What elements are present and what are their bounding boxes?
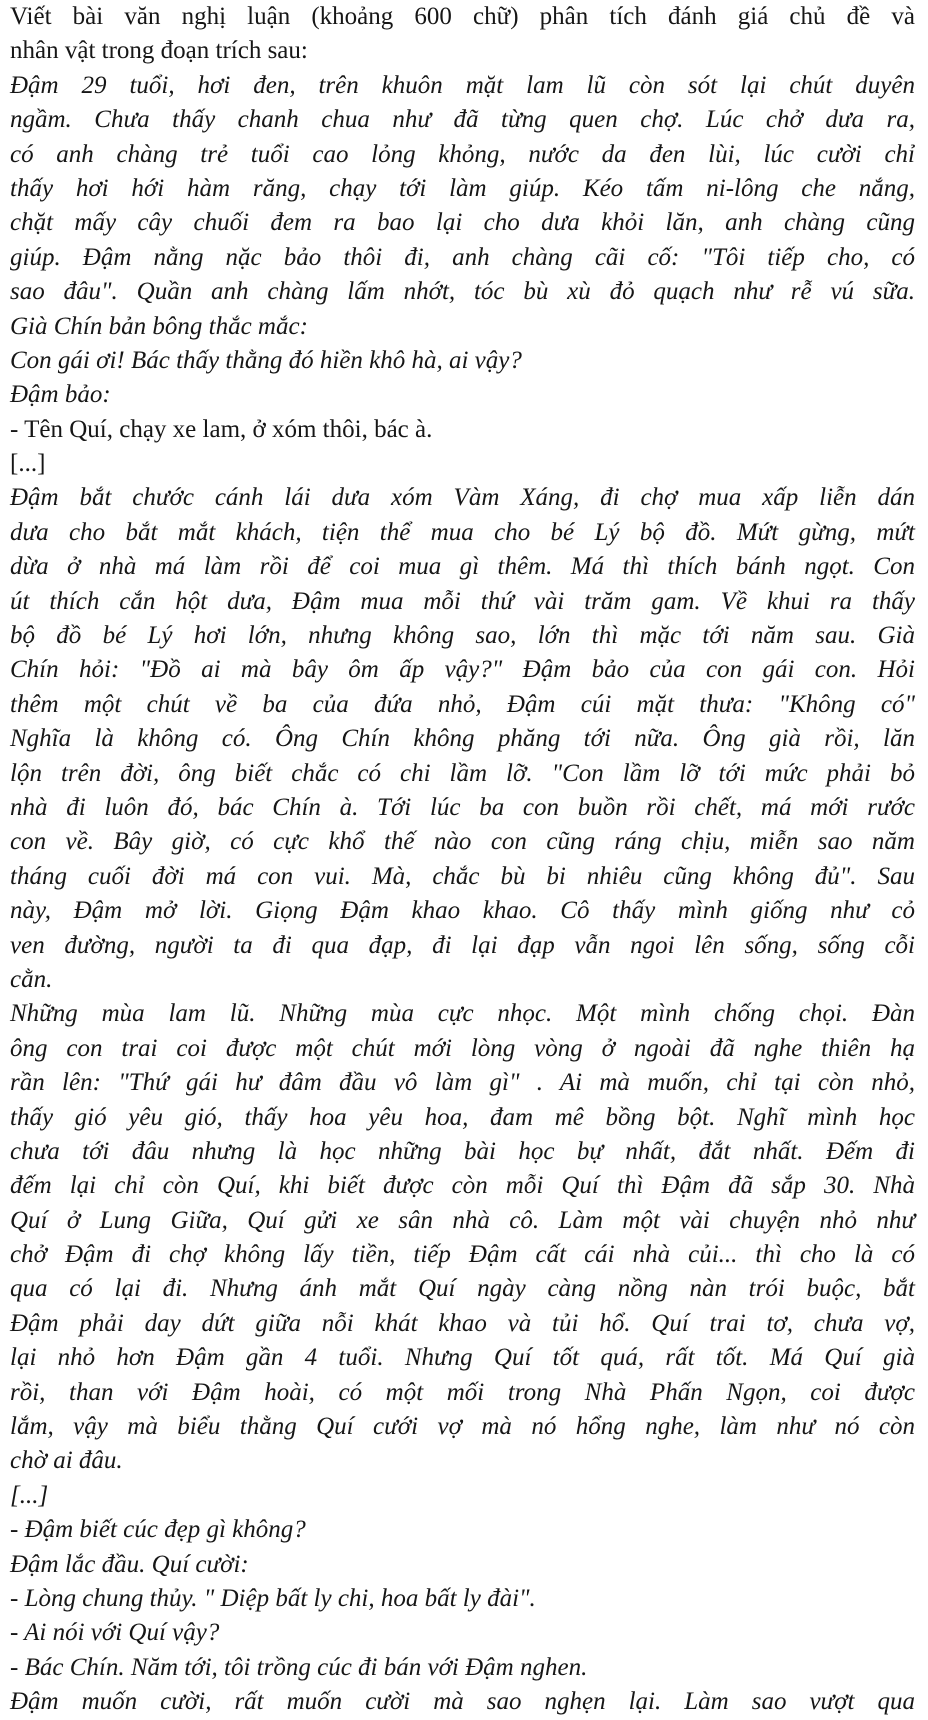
dialogue-line: - Ai nói với Quí vậy? <box>10 1619 220 1647</box>
excerpt-line: đếm lại chỉ còn Quí, khi biết được còn mỗi Quí thì Đậm đã sắp 30. Nhà <box>10 1172 915 1200</box>
dialogue-line: - Đậm biết cúc đẹp gì không? <box>10 1516 306 1544</box>
excerpt-line: sao đâu". Quần anh chàng lấm nhớt, tóc bù xù đỏ quạch như rễ vú sữa. <box>10 278 915 306</box>
excerpt-line: út thích cắn hột dưa, Đậm mua mỗi thứ vài trăm gam. Về khui ra thấy <box>10 587 915 615</box>
excerpt-line: tháng cuối đời má con vui. Mà, chắc bù bi nhiêu cũng không đủ". Sau <box>10 862 915 890</box>
excerpt-line: con về. Bây giờ, có cực khổ thế nào con cũng ráng chịu, miễn sao năm <box>10 828 915 856</box>
excerpt-line: thấy hơi hới hàm răng, chạy tới làm giúp. Kéo tấm ni-lông che nắng, <box>10 174 915 202</box>
excerpt-line: bộ đồ bé Lý hơi lớn, nhưng không sao, lớn thì mặc tới năm sau. Già <box>10 622 915 650</box>
excerpt-line: Đậm 29 tuổi, hơi đen, trên khuôn mặt lam lũ còn sót lại chút duyên <box>10 71 915 99</box>
excerpt-line: Con gái ơi! Bác thấy thằng đó hiền khô hà, ai vậy? <box>10 346 522 374</box>
dialogue-line: Đậm lắc đầu. Quí cười: <box>10 1550 249 1578</box>
dialogue-line: - Bác Chín. Năm tới, tôi trồng cúc đi bán với Đậm nghen. <box>10 1653 588 1681</box>
prompt-line: nhân vật trong đoạn trích sau: <box>10 37 308 65</box>
excerpt-line: giúp. Đậm nằng nặc bảo thôi đi, anh chàng cãi cố: "Tôi tiếp cho, có <box>10 243 915 271</box>
excerpt-line: này, Đậm mở lời. Giọng Đậm khao khao. Cô thấy mình giống như cỏ <box>10 897 915 925</box>
excerpt-line: qua có lại đi. Nhưng ánh mắt Quí ngày càng nồng nàn trói buộc, bắt <box>10 1275 915 1303</box>
ellipsis-marker: [...] <box>10 450 46 478</box>
excerpt-line: Chín hỏi: "Đồ ai mà bây ôm ấp vậy?" Đậm bảo của con gái con. Hỏi <box>10 656 915 684</box>
excerpt-line: dừa ở nhà má làm rồi để coi mua gì thêm. Má thì thích bánh ngọt. Con <box>10 553 915 581</box>
excerpt-line: lại nhỏ hơn Đậm gần 4 tuổi. Nhưng Quí tốt quá, rất tốt. Má Quí già <box>10 1344 915 1372</box>
excerpt-line: lộn trên đời, ông biết chắc có chi lầm lỡ. "Con lầm lỡ tới mức phải bỏ <box>10 759 915 787</box>
excerpt-line: dưa cho bắt mắt khách, tiện thể mua cho bé Lý bộ đồ. Mứt gừng, mứt <box>10 518 915 546</box>
excerpt-line: chặt mấy cây chuối đem ra bao lại cho dưa khỏi lăn, anh chàng cũng <box>10 209 915 237</box>
excerpt-line: Đậm phải day dứt giữa nỗi khát khao và tủi hổ. Quí trai tơ, chưa vợ, <box>10 1309 915 1337</box>
excerpt-line: lắm, vậy mà biểu thằng Quí cưới vợ mà nó hổng nghe, làm như nó còn <box>10 1413 915 1441</box>
dialogue-line: - Tên Quí, chạy xe lam, ở xóm thôi, bác à. <box>10 415 433 443</box>
excerpt-line: ông con trai coi được một chút mới lòng vòng ở ngoài đã nghe thiên hạ <box>10 1034 915 1062</box>
excerpt-line-cut-off: Đậm muốn cười, rất muốn cười mà sao nghẹn lại. Làm sao vượt qua <box>10 1688 915 1716</box>
excerpt-line: Đậm bảo: <box>10 381 111 409</box>
excerpt-line: chở Đậm đi chợ không lấy tiền, tiếp Đậm cất cái nhà củi... thì cho là có <box>10 1241 915 1269</box>
essay-prompt-document <box>10 0 915 1716</box>
excerpt-line: rồi, than với Đậm hoài, có một mối trong Nhà Phấn Ngọn, coi được <box>10 1378 915 1406</box>
excerpt-line: ngầm. Chưa thấy chanh chua như đã từng quen chợ. Lúc chở dưa ra, <box>10 106 915 134</box>
excerpt-line: Nghĩa là không có. Ông Chín không phăng tới nữa. Ông già rồi, lăn <box>10 725 915 753</box>
excerpt-line: cằn. <box>10 965 53 993</box>
excerpt-line: Già Chín bản bông thắc mắc: <box>10 312 308 340</box>
excerpt-line: chưa tới đâu nhưng là học những bài học bự nhất, đắt nhất. Đếm đi <box>10 1137 915 1165</box>
dialogue-line: - Lòng chung thủy. " Diệp bất ly chi, hoa bất ly đài". <box>10 1584 536 1612</box>
excerpt-line: Những mùa lam lũ. Những mùa cực nhọc. Một mình chống chọi. Đàn <box>10 1000 915 1028</box>
excerpt-line: ven đường, người ta đi qua đạp, đi lại đạp vẫn ngoi lên sống, sống cỗi <box>10 931 915 959</box>
ellipsis-marker: [...] <box>10 1481 49 1509</box>
excerpt-line: thêm một chút về ba của đứa nhỏ, Đậm cúi mặt thưa: "Không có" <box>10 690 915 718</box>
excerpt-line: Quí ở Lung Giữa, Quí gửi xe sân nhà cô. Làm một vài chuyện nhỏ như <box>10 1206 915 1234</box>
excerpt-line: có anh chàng trẻ tuổi cao lỏng khỏng, nước da đen lùi, lúc cười chỉ <box>10 140 915 168</box>
excerpt-line: thấy gió yêu gió, thấy hoa yêu hoa, đam mê bồng bột. Nghĩ mình học <box>10 1103 915 1131</box>
excerpt-line: chờ ai đâu. <box>10 1447 123 1475</box>
prompt-line: Viết bài văn nghị luận (khoảng 600 chữ) phân tích đánh giá chủ đề và <box>10 3 915 30</box>
excerpt-line: rần lên: "Thứ gái hư đâm đầu vô làm gì" . Ai mà muốn, chỉ tại còn nhỏ, <box>10 1069 915 1097</box>
excerpt-line: nhà đi luôn đó, bác Chín à. Tới lúc ba con buồn rồi chết, má mới rước <box>10 793 915 821</box>
excerpt-line: Đậm bắt chước cánh lái dưa xóm Vàm Xáng, đi chợ mua xấp liễn dán <box>10 484 915 512</box>
